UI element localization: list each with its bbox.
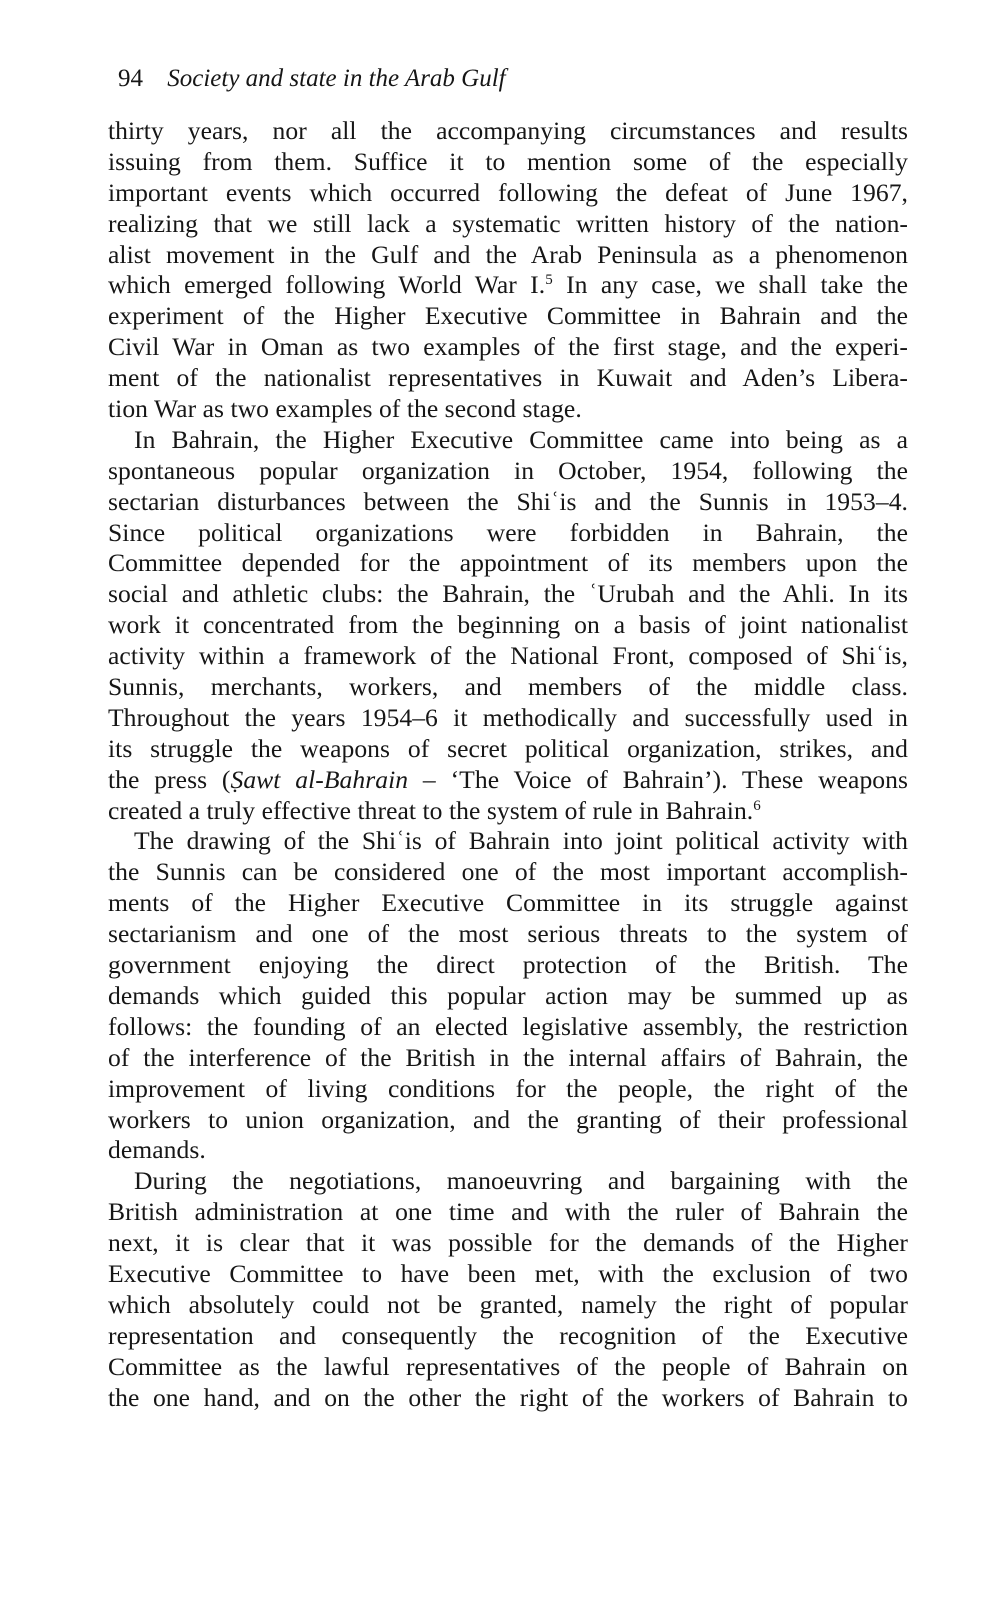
line-text: demands which guided this popular action may be summed up as <box>108 980 908 1010</box>
line-text: ment of the nationalist representatives in Kuwait and Aden’s Libera- <box>108 363 908 393</box>
line-text-tail: In any case, we shall take the <box>552 270 909 300</box>
text-line <box>108 548 908 579</box>
text-line <box>108 579 908 610</box>
line-text: the one hand, and on the other the right of the workers of Bahrain to <box>108 1382 908 1412</box>
text-line <box>108 1135 908 1166</box>
text-line <box>108 826 908 857</box>
line-text: workers to union organization, and the granting of their professional <box>108 1104 908 1134</box>
line-text: The drawing of the Shiʿis of Bahrain into joint political activity with <box>134 826 908 856</box>
line-text: important events which occurred following the defeat of June 1967, <box>108 177 908 207</box>
body-text <box>108 116 908 1413</box>
text-line <box>108 1166 908 1197</box>
line-text: next, it is clear that it was possible for the demands of the Higher <box>108 1228 908 1258</box>
line-text: tion War as two examples of the second stage. <box>108 394 582 424</box>
line-text: Executive Committee to have been met, with the exclusion of two <box>108 1258 908 1288</box>
text-line <box>108 1043 908 1074</box>
line-text: experiment of the Higher Executive Committee in Bahrain and the <box>108 301 908 331</box>
line-text: the Sunnis can be considered one of the most important accomplish- <box>108 857 908 887</box>
line-text: issuing from them. Suffice it to mention some of the especially <box>108 146 908 176</box>
text-line <box>108 703 908 734</box>
line-text: improvement of living conditions for the people, the right of the <box>108 1073 908 1103</box>
line-text: follows: the founding of an elected legislative assembly, the restriction <box>108 1011 908 1041</box>
line-text: During the negotiations, manoeuvring and bargaining with the <box>134 1166 908 1196</box>
line-text: realizing that we still lack a systematic written history of the nation- <box>108 208 908 238</box>
line-text: Throughout the years 1954–6 it methodically and successfully used in <box>108 702 908 732</box>
text-line <box>108 981 908 1012</box>
line-text: sectarian disturbances between the Shiʿis and the Sunnis in 1953–4. <box>108 486 908 516</box>
line-text: representation and consequently the recognition of the Executive <box>108 1320 908 1350</box>
line-text: ments of the Higher Executive Committee in its struggle against <box>108 888 908 918</box>
line-text: which emerged following World War I. <box>108 270 546 300</box>
line-text: Sunnis, merchants, workers, and members of the middle class. <box>108 672 908 702</box>
line-text: Committee as the lawful representatives of the people of Bahrain on <box>108 1351 908 1381</box>
text-line <box>108 919 908 950</box>
footnote-marker[interactable]: 5 <box>545 272 553 289</box>
text-line <box>108 950 908 981</box>
line-text: British administration at one time and with the ruler of Bahrain the <box>108 1197 908 1227</box>
text-line <box>108 610 908 641</box>
text-line <box>108 1074 908 1105</box>
line-text: which absolutely could not be granted, namely the right of popular <box>108 1289 908 1319</box>
line-text: Civil War in Oman as two examples of the first stage, and the experi- <box>108 332 908 362</box>
text-line <box>108 1290 908 1321</box>
line-text: created a truly effective threat to the system of rule in Bahrain. <box>108 795 754 825</box>
text-line <box>108 240 908 271</box>
text-line <box>108 765 908 796</box>
text-line <box>108 487 908 518</box>
line-text-tail: – ‘The Voice of Bahrain’). These weapons <box>408 764 908 794</box>
text-line <box>108 270 908 301</box>
line-text: government enjoying the direct protection of the British. The <box>108 950 908 980</box>
text-line <box>108 1012 908 1043</box>
text-line <box>108 209 908 240</box>
text-line <box>108 363 908 394</box>
text-line <box>108 857 908 888</box>
text-line <box>108 1352 908 1383</box>
text-line <box>108 672 908 703</box>
text-line <box>108 518 908 549</box>
line-text: social and athletic clubs: the Bahrain, the ʿUrubah and the Ahli. In its <box>108 579 908 609</box>
text-line <box>108 1383 908 1414</box>
line-text: In Bahrain, the Higher Executive Committee came into being as a <box>134 424 908 454</box>
line-text: its struggle the weapons of secret political organization, strikes, and <box>108 733 908 763</box>
line-text: the press ( <box>108 764 231 794</box>
line-text: spontaneous popular organization in October, 1954, following the <box>108 455 908 485</box>
running-title: Society and state in the Arab Gulf <box>167 65 506 92</box>
text-line <box>108 425 908 456</box>
text-line <box>108 1228 908 1259</box>
text-line <box>108 641 908 672</box>
line-text: thirty years, nor all the accompanying circumstances and results <box>108 116 908 145</box>
text-line <box>108 394 908 425</box>
text-line <box>108 116 908 147</box>
line-text: activity within a framework of the National Front, composed of Shiʿis, <box>108 641 908 671</box>
page-number: 94 <box>118 65 143 92</box>
text-line <box>108 888 908 919</box>
text-line <box>108 1321 908 1352</box>
footnote-marker[interactable]: 6 <box>753 797 761 814</box>
italic-title: Ṣawt al-Bahrain <box>230 764 409 794</box>
line-text: sectarianism and one of the most serious threats to the system of <box>108 919 908 949</box>
text-line <box>108 1197 908 1228</box>
line-text: Since political organizations were forbidden in Bahrain, the <box>108 517 908 547</box>
text-line <box>108 147 908 178</box>
text-line <box>108 178 908 209</box>
line-text: alist movement in the Gulf and the Arab Peninsula as a phenomenon <box>108 239 908 269</box>
text-line <box>108 1259 908 1290</box>
text-line <box>108 332 908 363</box>
line-text: work it concentrated from the beginning on a basis of joint nationalist <box>108 610 908 640</box>
line-text: demands. <box>108 1135 206 1165</box>
line-text: of the interference of the British in the internal affairs of Bahrain, the <box>108 1042 908 1072</box>
text-line <box>108 1105 908 1136</box>
line-text: Committee depended for the appointment of its members upon the <box>108 548 908 578</box>
text-line <box>108 456 908 487</box>
text-line <box>108 301 908 332</box>
text-line <box>108 796 908 827</box>
page-header <box>118 64 506 94</box>
text-line <box>108 734 908 765</box>
